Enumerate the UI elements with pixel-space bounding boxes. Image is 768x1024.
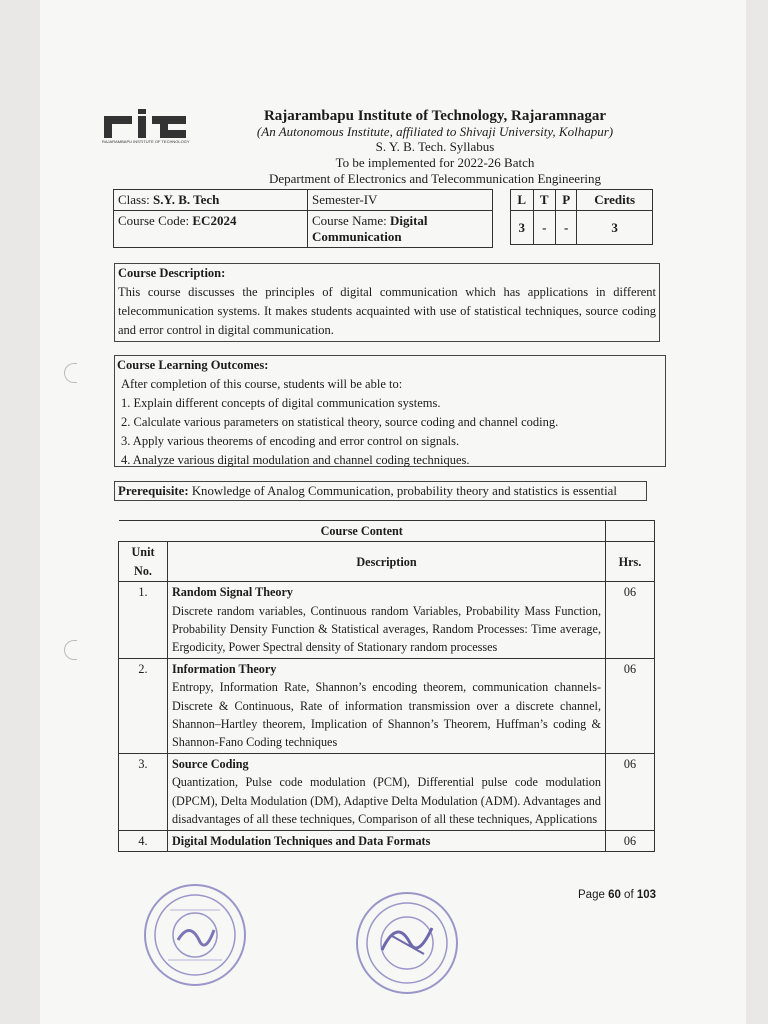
course-description-text: This course discusses the principles of digital communication which has applications in different telecommunication systems. It makes students acquainted with use of statistical techniques, source coding and error control in digital communication. (118, 285, 656, 337)
ltp-value-t: - (533, 211, 556, 245)
course-outcomes-heading: Course Learning Outcomes: (117, 358, 269, 372)
ltp-credits-table (510, 189, 653, 245)
ltp-value-row (511, 211, 653, 245)
prerequisite-box (114, 481, 647, 501)
content-row (119, 830, 655, 851)
ltp-header-credits: Credits (577, 190, 653, 211)
class-value: S.Y. B. Tech (153, 192, 220, 207)
outcome-item: 4. Analyze various digital modulation and channel coding techniques. (121, 453, 470, 467)
course-content-table (118, 520, 655, 852)
unit-title: Source Coding (172, 756, 249, 771)
content-row (119, 753, 655, 830)
institute-name: Rajarambapu Institute of Technology, Rajaramnagar (263, 108, 607, 124)
course-name-cell: Course Name: Digital Communication (308, 211, 493, 248)
unit-description (168, 582, 606, 659)
unit-hours: 06 (606, 658, 655, 753)
ltp-value-credits: 3 (577, 211, 653, 245)
description-header: Description (168, 542, 606, 582)
unit-number: 4. (119, 830, 168, 851)
course-info-table (113, 189, 493, 248)
unit-text: Entropy, Information Rate, Shannon’s encoding theorem, communication channels- Discrete & Continuous, Rate of information transmission over a discrete channel, Shannon–Hartley theorem, Implication of Shannon’s Theorem, Huffman’s coding & Shannon-Fano Coding techniques (172, 680, 601, 750)
content-header-row (119, 542, 655, 582)
course-code-cell: Course Code: EC2024 (114, 211, 308, 248)
ltp-header-p: P (556, 190, 577, 211)
affiliation-line: (An Autonomous Institute, affiliated to Shivaji University, Kolhapur) (256, 124, 614, 139)
unit-description (168, 830, 606, 851)
course-content-title: Course Content (119, 521, 606, 542)
content-title-spacer (606, 521, 655, 542)
ltp-value-p: - (556, 211, 577, 245)
course-outcomes-box (114, 355, 666, 467)
outcome-item: 2. Calculate various parameters on statistical theory, source coding and channel coding. (121, 415, 559, 429)
page-number: Page 60 of 103 (578, 889, 657, 901)
logo-caption: RAJARAMBAPU INSTITUTE OF TECHNOLOGY (102, 139, 190, 144)
unit-number: 2. (119, 658, 168, 753)
unit-no-header: Unit No. (119, 542, 168, 582)
syllabus-line: S. Y. B. Tech. Syllabus (375, 139, 495, 154)
unit-number: 3. (119, 753, 168, 830)
hole-punch-mark (64, 640, 77, 660)
hours-header: Hrs. (606, 542, 655, 582)
prerequisite-text: Knowledge of Analog Communication, probability theory and statistics is essential (191, 484, 617, 498)
ltp-header-row (511, 190, 653, 211)
seal-stamp-right (352, 888, 462, 1003)
unit-description (168, 658, 606, 753)
course-info-row (114, 190, 493, 211)
ltp-header-l: L (511, 190, 534, 211)
ltp-header-t: T (533, 190, 556, 211)
unit-title: Information Theory (172, 661, 277, 676)
course-description-box (114, 263, 660, 342)
unit-hours: 06 (606, 582, 655, 659)
unit-title: Random Signal Theory (172, 585, 293, 600)
unit-number: 1. (119, 582, 168, 659)
unit-text: Discrete random variables, Continuous random Variables, Probability Mass Function, Probability Density Function & Statistical averages, Random Processes: Time average, Ergodicity, Power Spectral density of Stationary random processes (172, 603, 601, 655)
content-row (119, 658, 655, 753)
course-code-value: EC2024 (192, 213, 237, 228)
course-info-row (114, 211, 493, 248)
institute-logo (102, 108, 188, 150)
content-title-row (119, 521, 655, 542)
ltp-value-l: 3 (511, 211, 534, 245)
content-row (119, 582, 655, 659)
unit-hours: 06 (606, 830, 655, 851)
prerequisite-label: Prerequisite: (118, 484, 192, 498)
hole-punch-mark (64, 363, 77, 383)
department-line: Department of Electronics and Telecommunication Engineering (268, 171, 602, 186)
course-description-heading: Course Description: (118, 266, 226, 280)
outcome-item: 3. Apply various theorems of encoding and error control on signals. (121, 434, 460, 448)
course-outcomes-intro: After completion of this course, students will be able to: (121, 377, 403, 391)
semester-cell: Semester-IV (308, 190, 493, 211)
unit-text: Quantization, Pulse code modulation (PCM), Differential pulse code modulation (DPCM), Delta Modulation (DM), Adaptive Delta Modulation (ADM). Advantages and disadvantages of all these techniques, Comparison of all these techniques, Applications (172, 775, 601, 827)
class-cell: Class: S.Y. B. Tech (114, 190, 308, 211)
seal-stamp-left (140, 880, 250, 995)
unit-description (168, 753, 606, 830)
unit-hours: 06 (606, 753, 655, 830)
unit-title: Digital Modulation Techniques and Data Formats (172, 833, 431, 848)
outcome-item: 1. Explain different concepts of digital communication systems. (121, 396, 441, 410)
batch-line: To be implemented for 2022-26 Batch (335, 155, 535, 170)
